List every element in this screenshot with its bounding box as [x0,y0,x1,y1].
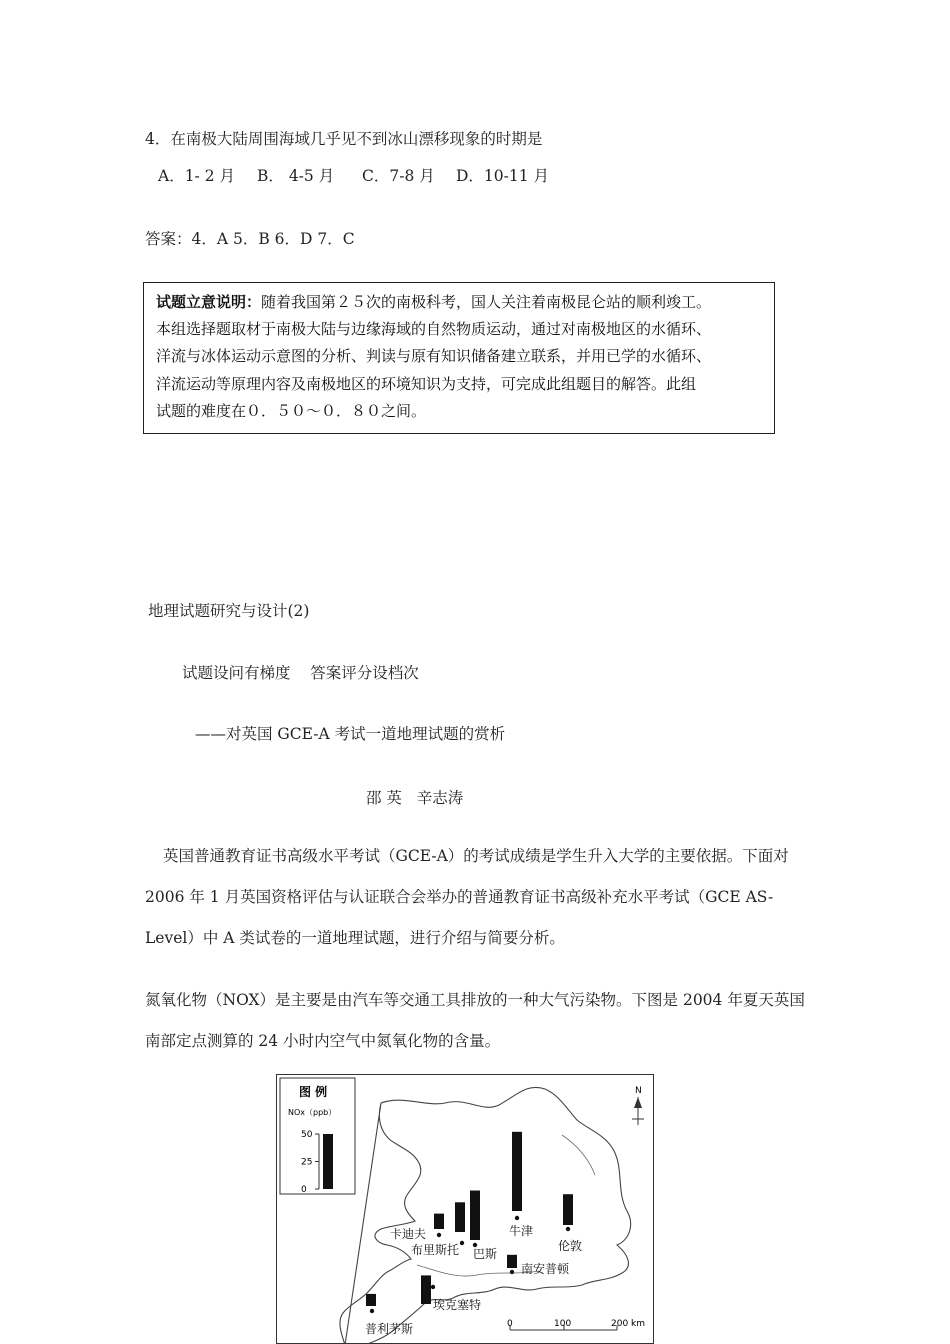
nox-map-figure [276,1074,654,1344]
station-label: 卡迪夫 [390,1227,427,1241]
explanation-label: 试题立意说明： [156,293,262,311]
coastline [340,1087,631,1344]
station-bars [365,1132,582,1336]
legend-bar [323,1134,333,1189]
explanation-line-4: 洋流运动等原理内容及南极地区的环境知识为支持，可完成此组题目的解答。此组 [156,375,697,393]
explanation-line-3: 洋流与冰体运动示意图的分析、判读与原有知识储备建立联系，并用已学的水循环、 [156,347,712,365]
article-authors: 邵 英 辛志涛 [366,789,464,807]
station-dot [437,1233,441,1237]
station-bar [455,1202,465,1232]
legend-tick-label: 25 [301,1157,313,1168]
station-label: 普利茅斯 [365,1322,414,1336]
legend-unit: NOx（ppb） [288,1108,337,1117]
legend-title: 图 例 [299,1085,328,1099]
scale-label-0: 0 [507,1319,513,1329]
scale-label-100: 100 [554,1319,572,1329]
station-dot [566,1227,570,1231]
station-bar [470,1191,480,1241]
station-label: 伦敦 [558,1239,583,1253]
station-bar [563,1194,573,1225]
option-d: D．10-11 月 [456,167,550,185]
scale-label-200: 200 km [611,1319,646,1329]
station-label: 南安普顿 [521,1262,570,1276]
station-bar [434,1214,444,1229]
option-a: A．1- 2 月 [158,167,236,185]
explanation-line-5: 试题的难度在０．５０～０．８０之间。 [156,402,427,420]
explanation-line-2: 本组选择题取材于南极大陆与边缘海域的自然物质运动，通过对南极地区的水循环、 [156,320,712,338]
explanation-box [143,282,775,434]
north-arrow-head-icon [634,1097,642,1108]
station-label: 埃克塞特 [433,1298,482,1312]
station-dot [460,1241,464,1245]
nox-map [277,1075,654,1344]
explanation-text: 随着我国第２５次的南极科考，国人关注着南极昆仑站的顺利竣工。 [261,293,712,311]
station-dot [370,1309,374,1313]
answer-line: 答案：4．A 5．B 6．D 7．C [145,230,355,248]
legend-tick-label: 0 [301,1185,307,1195]
north-label: N [635,1086,642,1096]
station-dot [510,1270,514,1274]
option-b: B． 4-5 月 [257,167,335,185]
option-c: C．7-8 月 [362,167,435,185]
article-title: 试题设问有梯度 答案评分设档次 [182,664,419,682]
station-bar [512,1132,522,1211]
question-stem: 4．在南极大陆周围海域几乎见不到冰山漂移现象的时期是 [145,130,543,148]
paragraph-nox: 氮氧化物（NOX）是主要是由汽车等交通工具排放的一种大气污染物。下图是 2004 年夏天英国南部定点测算的 24 小时内空气中氮氧化物的含量。 [145,991,805,1050]
article-subtitle: ——对英国 GCE-A 考试一道地理试题的赏析 [195,725,506,743]
station-dot [431,1285,435,1289]
station-bar [366,1294,376,1306]
station-dot [515,1216,519,1220]
explanation-line-1 [156,291,711,312]
station-bar [421,1275,431,1304]
series-title: 地理试题研究与设计(2) [148,602,310,620]
station-label: 牛津 [509,1224,534,1238]
paragraph-intro: 英国普通教育证书高级水平考试（GCE-A）的考试成绩是学生升入大学的主要依据。下面对 2006 年 1 月英国资格评估与认证联合会举办的普通教育证书高级补充水平考试（GCE AS-Level）中 A 类试卷的一道地理试题，进行介绍与简要分析。 [145,847,789,947]
station-label: 巴斯 [473,1247,498,1261]
station-label: 布里斯托 [411,1243,460,1257]
legend-tick-label: 50 [301,1130,313,1140]
station-bar [507,1255,517,1268]
